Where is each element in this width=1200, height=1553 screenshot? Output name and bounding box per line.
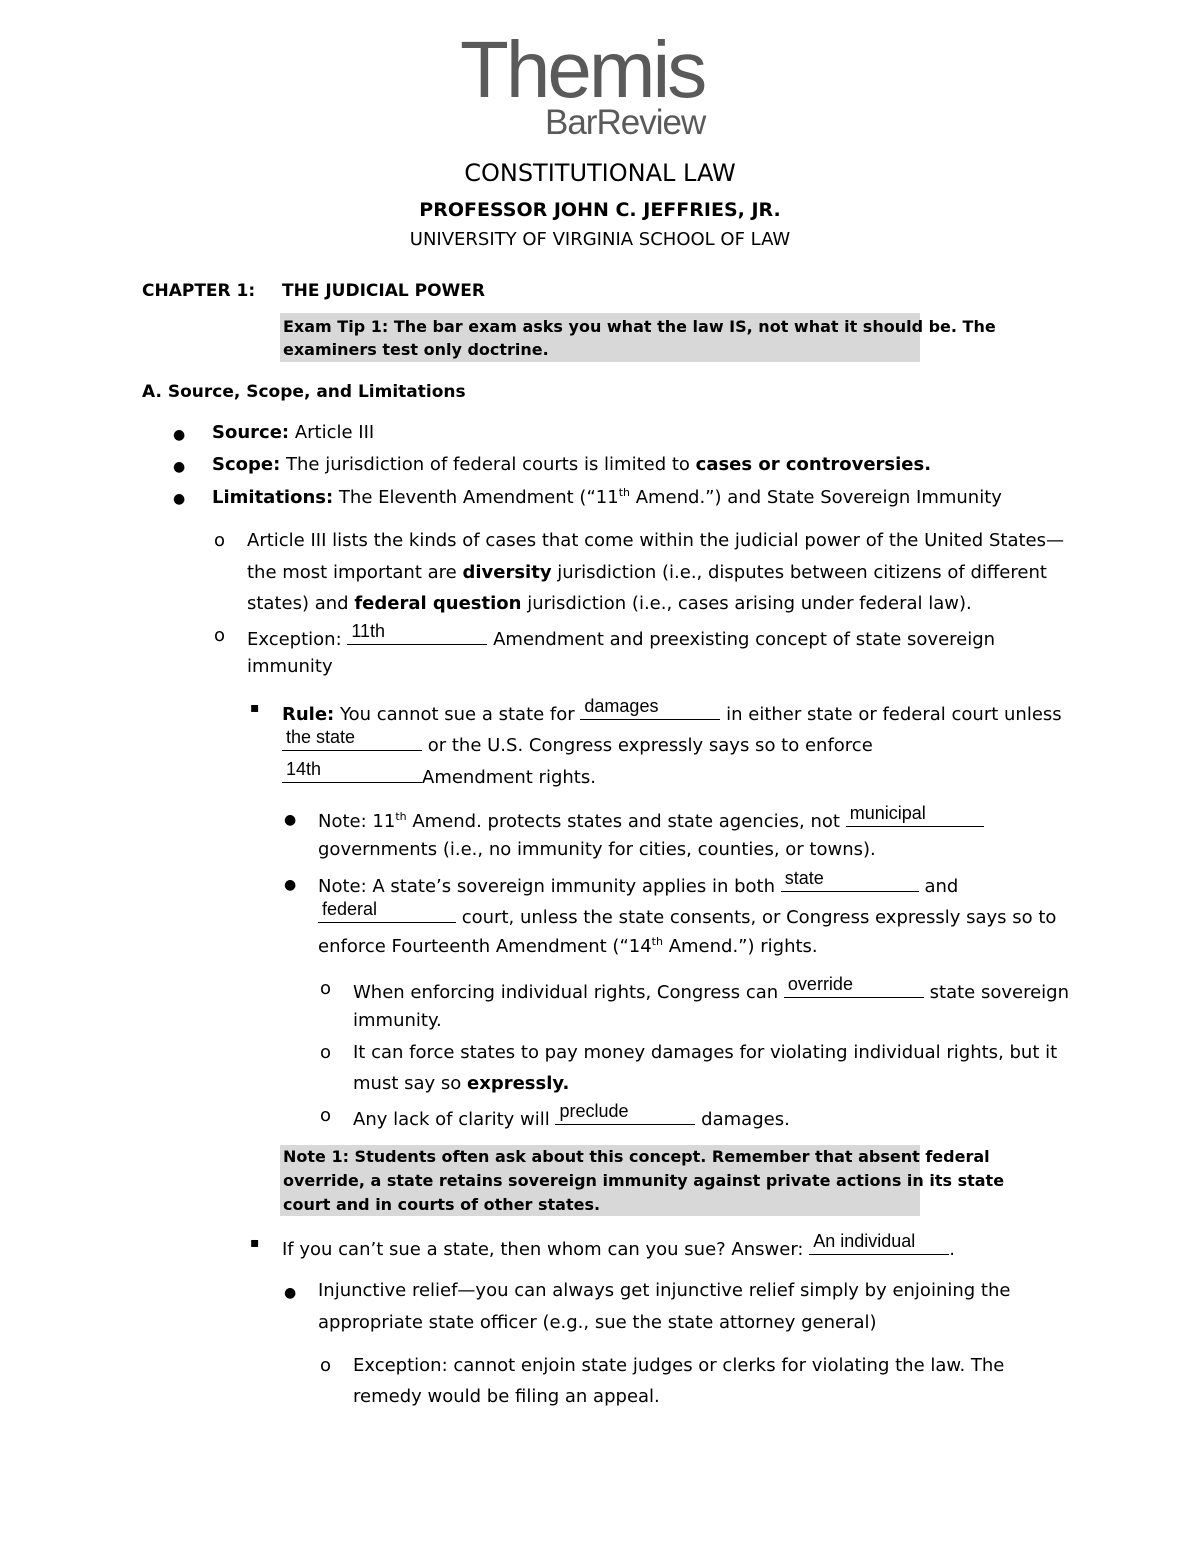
blank-field: 14th (282, 764, 422, 783)
source-item: Source: Article III (212, 422, 375, 443)
exception2-line1: Exception: cannot enjoin state judges or clerks for violating the law. The (353, 1355, 1005, 1376)
exception2-line2: remedy would be filing an appeal. (353, 1386, 660, 1407)
chapter-label: CHAPTER 1: (142, 281, 256, 301)
school-name: UNIVERSITY OF VIRGINIA SCHOOL OF LAW (409, 229, 791, 250)
blank-field: state (781, 873, 919, 892)
blank-field: preclude (555, 1106, 695, 1125)
note-b-line2: federal court, unless the state consents, or Congress expressly says so to (318, 904, 1056, 928)
clarity-line: Any lack of clarity will preclude damages. (353, 1101, 790, 1130)
rule-line2: the state or the U.S. Congress expressly says so to enforce (282, 732, 873, 756)
article3-line2: the most important are diversity jurisdiction (i.e., disputes between citizens of different (247, 562, 1047, 583)
logo-themis: Themis (460, 25, 705, 114)
note1-line2: override, a state retains sovereign immunity against private actions in its state (283, 1171, 1005, 1190)
note-b-line3: enforce Fourteenth Amendment (“14th Amend.”) rights. (318, 935, 818, 957)
rule-line1: Rule: You cannot sue a state for damages in either state or federal court unless (282, 696, 1062, 725)
bullet-dot: ● (284, 812, 297, 828)
rule-line3: 14th Amendment rights. (282, 764, 596, 788)
circle-marker: o (320, 1105, 332, 1126)
blank-field: An individual (809, 1236, 949, 1255)
article3-line3: states) and federal question jurisdiction (i.e., cases arising under federal law). (247, 593, 972, 614)
professor-name: PROFESSOR JOHN C. JEFFRIES, JR. (419, 199, 781, 221)
injunctive-line2: appropriate state officer (e.g., sue the state attorney general) (318, 1312, 877, 1333)
damages-line2: must say so expressly. (353, 1073, 570, 1094)
square-marker: ▪ (250, 700, 260, 716)
override-line2: immunity. (353, 1010, 442, 1031)
note-a-line1: Note: 11th Amend. protects states and state agencies, not municipal (318, 808, 984, 832)
note1-line1: Note 1: Students often ask about this concept. Remember that absent federal (283, 1147, 990, 1166)
injunctive-line1: Injunctive relief—you can always get injunctive relief simply by enjoining the (318, 1280, 1011, 1301)
bullet-dot: ● (284, 1285, 297, 1301)
whom-line: If you can’t sue a state, then whom can you sue? Answer: An individual . (282, 1231, 955, 1260)
chapter-title: THE JUDICIAL POWER (282, 281, 485, 301)
blank-field: override (784, 979, 924, 998)
circle-marker: o (320, 978, 332, 999)
note1-line3: court and in courts of other states. (283, 1195, 601, 1214)
circle-marker: o (214, 625, 226, 646)
note-a-line2: governments (i.e., no immunity for cities, counties, or towns). (318, 839, 876, 860)
bullet-dot: ● (173, 427, 186, 443)
blank-field: municipal (846, 808, 984, 827)
scope-item: Scope: The jurisdiction of federal courts is limited to cases or controversies. (212, 454, 932, 475)
exception-line1: Exception: 11th Amendment and preexisting concept of state sovereign (247, 621, 996, 650)
blank-field: damages (580, 701, 720, 720)
circle-marker: o (214, 530, 226, 551)
article3-line1: Article III lists the kinds of cases that come within the judicial power of the United States— (247, 530, 1064, 551)
document-title: CONSTITUTIONAL LAW (464, 159, 736, 187)
blank-field: federal (318, 904, 456, 923)
circle-marker: o (320, 1042, 332, 1063)
override-line1: When enforcing individual rights, Congress can override state sovereign (353, 974, 1069, 1003)
bullet-dot: ● (284, 877, 297, 893)
bullet-dot: ● (173, 491, 186, 507)
logo-bar-review: BarReview (545, 103, 706, 142)
blank-field: 11th (347, 626, 487, 645)
circle-marker: o (320, 1355, 332, 1376)
exception-line2: immunity (247, 656, 333, 677)
bullet-dot: ● (173, 459, 186, 475)
section-heading: A. Source, Scope, and Limitations (142, 382, 466, 402)
damages-line1: It can force states to pay money damages for violating individual rights, but it (353, 1042, 1058, 1063)
exam-tip-line1: Exam Tip 1: The bar exam asks you what the law IS, not what it should be. The (283, 317, 996, 336)
note-b-line1: Note: A state’s sovereign immunity applies in both state and (318, 868, 959, 897)
exam-tip-line2: examiners test only doctrine. (283, 340, 549, 359)
blank-field: the state (282, 732, 422, 751)
limitations-item: Limitations: The Eleventh Amendment (“11th Amend.”) and State Sovereign Immunity (212, 486, 1002, 508)
square-marker: ▪ (250, 1235, 260, 1251)
